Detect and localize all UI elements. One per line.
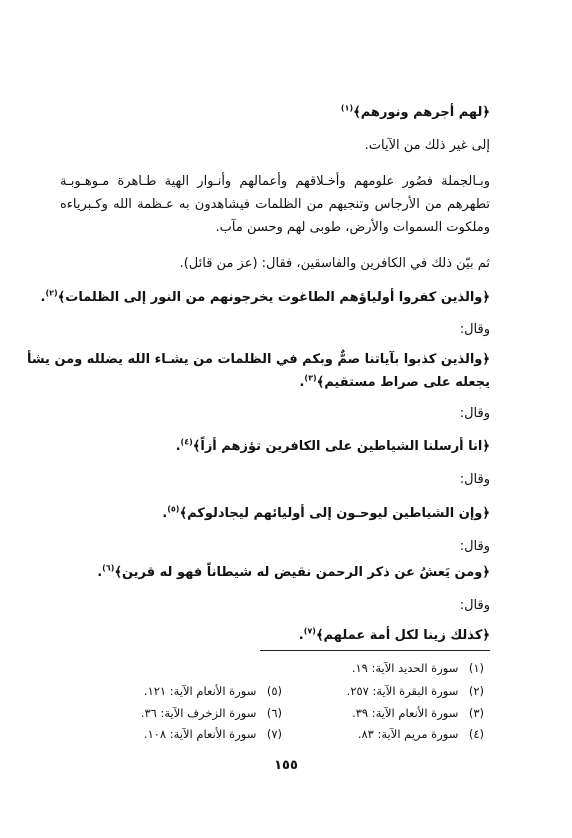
verse-text: يجعله على صراط مستقيم﴾ <box>316 375 490 390</box>
quran-verse-line: ﴿ومن يَعشُ عن ذكر الرحمن نقيض له شيطاناً فهو له قرين﴾$^{(٦)}$. <box>97 563 490 580</box>
footnote-number: (٥) <box>266 684 282 698</box>
footnote-marker: (٧) <box>303 626 316 636</box>
paragraph-line: وقال: <box>459 539 490 554</box>
footnote-text: سورة الأنعام الآية: ٣٩. <box>352 706 459 720</box>
footnote-text: سورة الزخرف الآية: ٣٦. <box>140 706 257 720</box>
paragraph-line: وملكوت السموات والأرض، طوبى لهم وحسن مآب. <box>215 220 490 235</box>
verse-text: ﴿لهم أجرهم ونورهم﴾ <box>353 105 490 120</box>
paragraph-line: تطهرهم من الأرجاس وتنجيهم من الظلمات فيشاهدون به عـظمة الله وكـبرياءه <box>60 197 490 212</box>
paragraph-line: وقال: <box>459 598 490 613</box>
footnote-marker: (٤) <box>180 437 193 447</box>
footnote-marker: (٦) <box>102 563 115 573</box>
footnote-text: سورة البقرة الآية: ٢٥٧. <box>346 684 459 698</box>
footnote-number: (٢) <box>468 684 484 698</box>
quran-verse-line: ﴿وإن الشياطين ليوحـون إلى أوليائهم ليجادلوكم﴾$^{(٥)}$. <box>162 504 490 521</box>
footnote-number: (٤) <box>468 727 484 741</box>
footnote-number: (٦) <box>266 706 282 720</box>
footnote-item <box>141 705 282 721</box>
paragraph-line: إلى غير ذلك من الآيات. <box>364 138 490 153</box>
footnote-text: سورة مريم الآية: ٨٣. <box>357 727 459 741</box>
paragraph-line: وقال: <box>459 472 490 487</box>
footnote-text: سورة الأنعام الآية: ١٢١. <box>143 684 257 698</box>
footnote-marker: (٥) <box>167 504 180 514</box>
footnote-number: (٧) <box>266 727 282 741</box>
quran-verse-line: ﴿انا أرسلنا الشياطين على الكافرين تؤزهم أزاً﴾$^{(٤)}$. <box>175 437 490 454</box>
quran-verse-line <box>60 103 490 123</box>
verse-text: ﴿ومن يَعشُ عن ذكر الرحمن نقيض له شيطاناً فهو له قرين﴾ <box>114 565 490 580</box>
footnote-marker: (٢) <box>45 288 58 298</box>
paragraph-line: وقال: <box>459 322 490 337</box>
footnote-number: (٣) <box>468 706 484 720</box>
quran-verse-line: يجعله على صراط مستقيم﴾$^{(٣)}$. <box>299 373 490 390</box>
footnote-number: (١) <box>468 661 484 675</box>
quran-verse-line: ﴿والذين كفروا أولياؤهم الطاغوت يخرجونهم من النور إلى الظلمات﴾$^{(٢)}$. <box>40 288 490 305</box>
footnote-divider <box>260 650 490 651</box>
footnote-item <box>352 705 484 721</box>
footnote-item <box>144 683 282 699</box>
footnote-item <box>358 726 484 742</box>
quran-verse-line: ﴿والذين كذبوا بآياتنا صمٌّ وبكم في الظلمات من يشـاء الله يضلله ومن يشأ <box>26 352 490 367</box>
footnote-marker: (٣) <box>304 373 317 383</box>
footnote-item <box>144 726 282 742</box>
paragraph-line: ثم بيّن ذلك في الكافرين والفاسقين، فقال: (عز من قائل). <box>179 256 490 271</box>
verse-text: ﴿انا أرسلنا الشياطين على الكافرين تؤزهم أزاً﴾ <box>192 439 490 454</box>
footnote-item <box>352 660 484 676</box>
footnote-text: سورة الحديد الآية: ١٩. <box>351 661 459 675</box>
page-number: ١٥٥ <box>274 758 298 773</box>
verse-text: ﴿والذين كفروا أولياؤهم الطاغوت يخرجونهم من النور إلى الظلمات﴾ <box>57 290 490 305</box>
verse-text: ﴿وإن الشياطين ليوحـون إلى أوليائهم ليجادلوكم﴾ <box>179 506 490 521</box>
paragraph-line: وبـالجملة فصُور علومهم وأخـلاقهم وأعمالهم وأنـوار الهية طـاهرة مـوهـوبـة <box>60 174 490 189</box>
footnote-marker: (١) <box>340 103 354 113</box>
footnote-text: سورة الأنعام الآية: ١٠٨. <box>143 727 257 741</box>
paragraph-line: وقال: <box>459 406 490 421</box>
footnote-item <box>347 683 484 699</box>
quran-verse-line: ﴿كذلك زينا لكل أمة عملهم﴾$^{(٧)}$. <box>298 626 490 643</box>
verse-text: ﴿كذلك زينا لكل أمة عملهم﴾ <box>315 628 490 643</box>
